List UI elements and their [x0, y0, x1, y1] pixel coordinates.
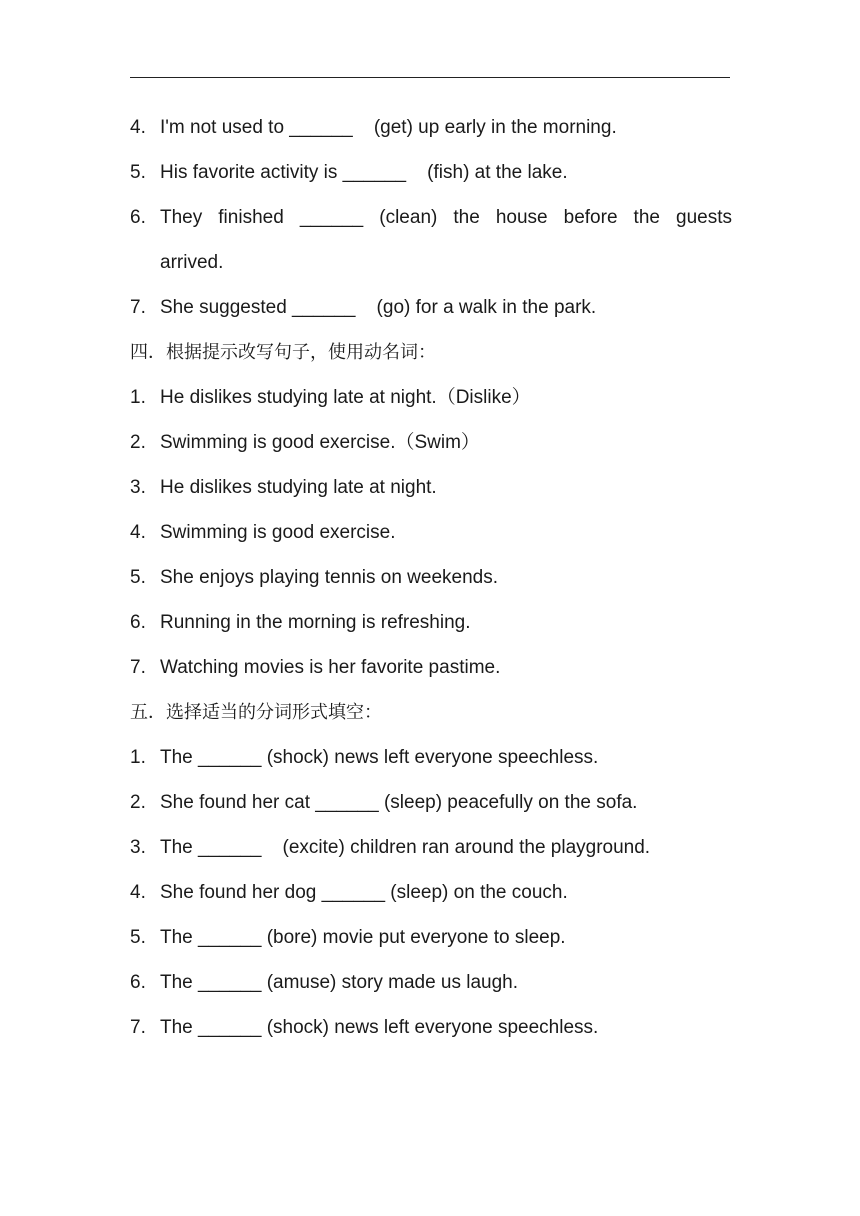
list-item [130, 375, 732, 420]
item-text: Swimming is good exercise. [160, 522, 396, 543]
item-number: 5. [130, 162, 146, 183]
item-text: She enjoys playing tennis on weekends. [160, 567, 499, 588]
item-text: His favorite activity is ______ (fish) at the lake. [160, 162, 568, 183]
list-item [130, 870, 732, 915]
list-item [130, 915, 732, 960]
item-text: The ______ (excite) children ran around the playground. [160, 837, 651, 858]
list-item [130, 555, 732, 600]
item-continuation: arrived. [160, 252, 224, 273]
list-item [130, 285, 732, 330]
item-text: She suggested ______ (go) for a walk in the park. [160, 297, 597, 318]
item-text: Running in the morning is refreshing. [160, 612, 471, 633]
item-number: 1. [130, 747, 146, 768]
item-text: The ______ (bore) movie put everyone to sleep. [160, 927, 566, 948]
item-number: 7. [130, 657, 146, 678]
list-item [130, 105, 732, 150]
item-text: They finished ______ (clean) the house before the guests [160, 207, 732, 228]
item-number: 6. [130, 612, 146, 633]
list-item [130, 510, 732, 555]
item-number: 5. [130, 927, 146, 948]
item-text: I'm not used to ______ (get) up early in the morning. [160, 117, 617, 138]
item-number: 4. [130, 882, 146, 903]
item-text: Watching movies is her favorite pastime. [160, 657, 501, 678]
item-number: 7. [130, 1017, 146, 1038]
list-item [130, 960, 732, 1005]
item-text: The ______ (shock) news left everyone speechless. [160, 1017, 599, 1038]
item-text: The ______ (amuse) story made us laugh. [160, 972, 519, 993]
item-number: 4. [130, 117, 146, 138]
item-number: 2. [130, 792, 146, 813]
item-number: 1. [130, 387, 146, 408]
item-text: Swimming is good exercise.（Swim） [160, 432, 480, 453]
item-text: She found her dog ______ (sleep) on the couch. [160, 882, 568, 903]
list-item [130, 465, 732, 510]
item-number: 3. [130, 477, 146, 498]
item-number: 7. [130, 297, 146, 318]
list-item [130, 600, 732, 645]
item-text: He dislikes studying late at night.（Dislike） [160, 387, 531, 408]
list-item [130, 645, 732, 690]
header-rule [130, 77, 730, 78]
item-number: 2. [130, 432, 146, 453]
list-item [130, 780, 732, 825]
list-item [130, 1005, 732, 1050]
item-number: 5. [130, 567, 146, 588]
item-number: 6. [130, 972, 146, 993]
item-text: She found her cat ______ (sleep) peacefully on the sofa. [160, 792, 638, 813]
item-number: 6. [130, 207, 146, 228]
item-text: He dislikes studying late at night. [160, 477, 437, 498]
item-number: 3. [130, 837, 146, 858]
item-text: The ______ (shock) news left everyone speechless. [160, 747, 599, 768]
document-body [130, 105, 732, 1050]
list-item [130, 420, 732, 465]
section-heading: 四．根据提示改写句子，使用动名词： [130, 342, 436, 363]
list-item [130, 825, 732, 870]
list-item [130, 735, 732, 780]
list-item [130, 150, 732, 195]
list-item [130, 195, 732, 240]
section-heading: 五．选择适当的分词形式填空： [130, 702, 382, 723]
item-number: 4. [130, 522, 146, 543]
